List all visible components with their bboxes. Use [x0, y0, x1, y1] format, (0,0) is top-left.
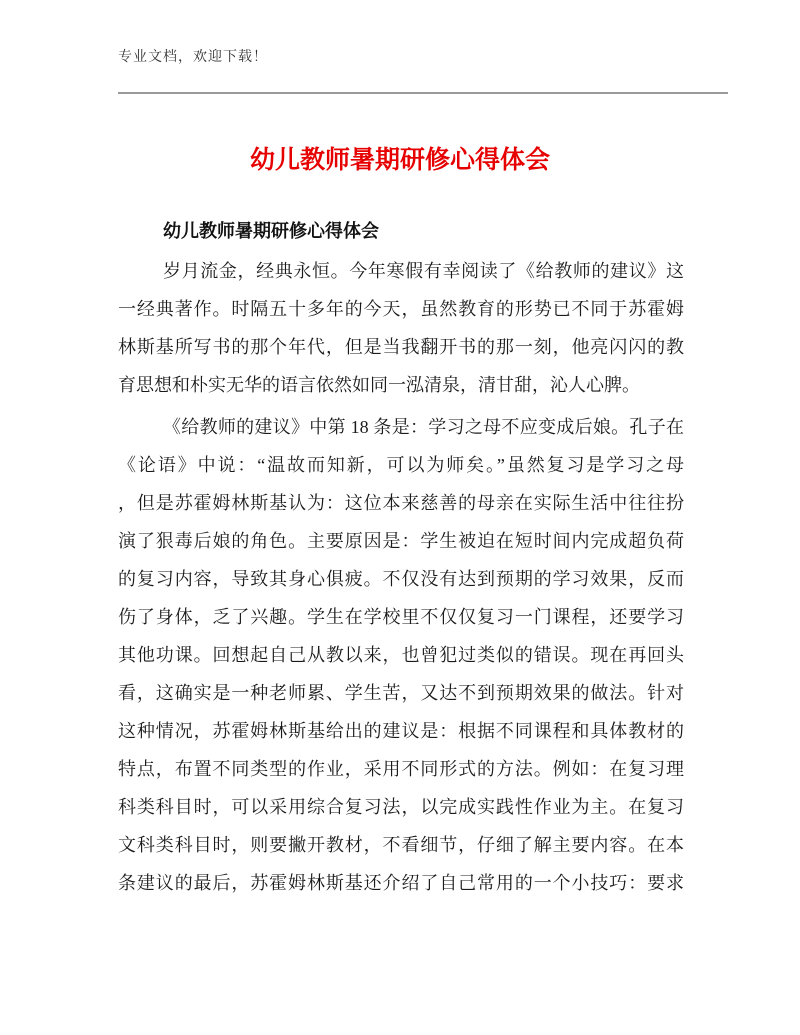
paragraph-2	[118, 408, 684, 902]
paragraph-line: 林斯基所写书的那个年代，但是当我翻开书的那一刻，他亮闪闪的教	[118, 337, 684, 357]
paragraph-line: 看，这确实是一种老师累、学生苦，又达不到预期效果的做法。针对	[118, 683, 684, 703]
paragraph-line: 岁月流金，经典永恒。今年寒假有幸阅读了《给教师的建议》这	[163, 261, 684, 281]
paragraph-line: 条建议的最后，苏霍姆林斯基还介绍了自己常用的一个小技巧：要求	[118, 873, 684, 893]
header-note: 专业文档，欢迎下载！	[118, 50, 268, 65]
paragraph-line: 特点，布置不同类型的作业，采用不同形式的方法。例如：在复习理	[118, 759, 684, 779]
paragraph-1	[118, 252, 684, 404]
paragraph-line: 《论语》中说：“温故而知新，可以为师矣。”虽然复习是学习之母	[118, 455, 684, 475]
document-title: 幼儿教师暑期研修心得体会	[249, 145, 550, 174]
header-rule	[118, 92, 728, 94]
document-body	[118, 252, 684, 906]
paragraph-line: 演了狠毒后娘的角色。主要原因是：学生被迫在短时间内完成超负荷	[118, 531, 684, 551]
paragraph-line: 文科类科目时，则要撇开教材，不看细节，仔细了解主要内容。在本	[118, 835, 684, 855]
paragraph-line: 其他功课。回想起自己从教以来，也曾犯过类似的错误。现在再回头	[118, 645, 684, 665]
paragraph-line: 这种情况，苏霍姆林斯基给出的建议是：根据不同课程和具体教材的	[118, 721, 684, 741]
document-subtitle: 幼儿教师暑期研修心得体会	[163, 221, 379, 242]
paragraph-line: 的复习内容，导致其身心俱疲。不仅没有达到预期的学习效果，反而	[118, 569, 684, 589]
paragraph-line: 科类科目时，可以采用综合复习法，以完成实践性作业为主。在复习	[118, 797, 684, 817]
paragraph-line: 育思想和朴实无华的语言依然如同一泓清泉，清甘甜，沁人心脾。	[118, 375, 640, 395]
paragraph-line: 一经典著作。时隔五十多年的今天，虽然教育的形势已不同于苏霍姆	[118, 299, 684, 319]
paragraph-line: ，但是苏霍姆林斯基认为：这位本来慈善的母亲在实际生活中往往扮	[118, 493, 684, 513]
paragraph-line: 伤了身体，乏了兴趣。学生在学校里不仅仅复习一门课程，还要学习	[118, 607, 684, 627]
paragraph-line: 《给教师的建议》中第 18 条是：学习之母不应变成后娘。孔子在	[163, 417, 684, 437]
